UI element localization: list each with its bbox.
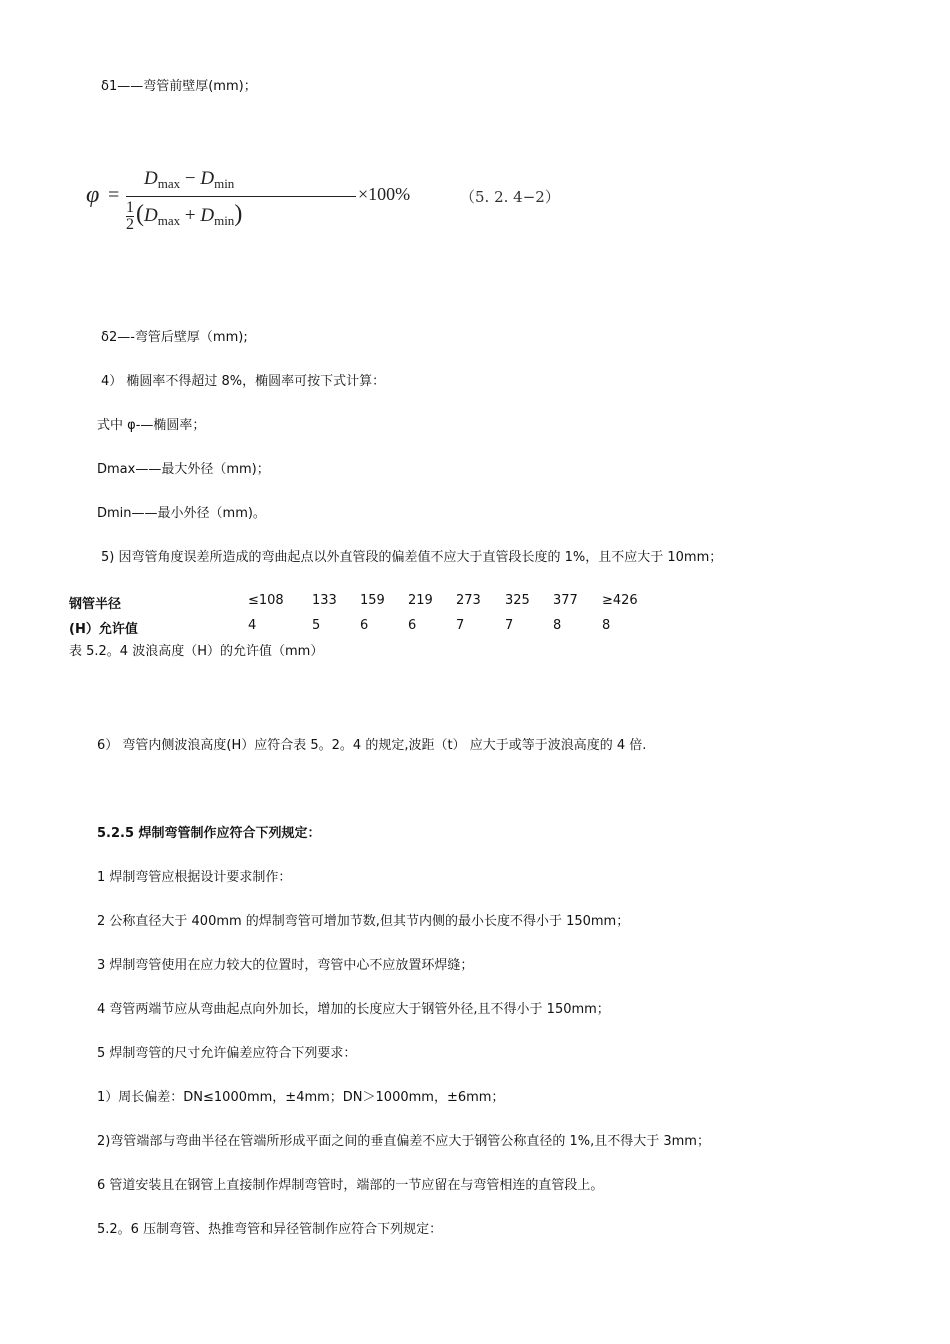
ellipticity-formula [86,160,411,255]
text-line-item5: 5) 因弯管角度误差所造成的弯曲起点以外直管段的偏差值不应大于直管段长度的 1%，且不应大于 10mm； [101,550,723,565]
text-line-p8: 6 管道安装且在钢管上直接制作焊制弯管时，端部的一节应留在与弯管相连的直管段上。 [97,1178,604,1193]
table-value-cell: 8 [602,618,611,633]
text-line-p1: 1 焊制弯管应根据设计要求制作： [97,870,292,885]
formula-denominator: $\frac{1}{2}$ $(D_{max} + D_{min})$ [126,199,243,233]
table-header-cell: 273 [456,593,481,608]
table-header-cell: ≥426 [602,593,638,608]
text-line-ellipticity: 4） 椭圆率不得超过 8%，椭圆率可按下式计算： [101,374,386,389]
table-value-cell: 5 [312,618,321,633]
formula-numerator: $D_{max} - D_{min}$ [144,168,235,191]
text-line-dmin: Dmin——最小外径（mm)。 [97,506,266,521]
table-value-cell: 7 [505,618,514,633]
table-header-cell: 377 [553,593,578,608]
wave-height-table [69,593,689,637]
text-line-dmax: Dmax——最大外径（mm)； [97,462,270,477]
table-header-cell: 133 [312,593,337,608]
formula-times-100-percent: ×100% [358,184,411,204]
text-line-p2: 2 公称直径大于 400mm 的焊制弯管可增加节数,但其节内侧的最小长度不得小于 150mm； [97,914,630,929]
table-value-cell: 7 [456,618,465,633]
table-value-cell: 4 [248,618,257,633]
formula-fraction-bar [126,196,356,197]
table-value-cell: 8 [553,618,562,633]
formula-phi: φ [86,182,100,208]
table-header-cell: ≤108 [248,593,284,608]
section-heading-5-2-6: 5.2。6 压制弯管、热推弯管和异径管制作应符合下列规定： [97,1222,443,1237]
table-value-cell: 6 [360,618,369,633]
text-line-p3: 3 焊制弯管使用在应力较大的位置时，弯管中心不应放置环焊缝； [97,958,474,973]
text-line-p7: 2)弯管端部与弯曲半径在管端所形成平面之间的垂直偏差不应大于钢管公称直径的 1%,且不得大于 3mm； [97,1134,710,1149]
table-row2-label: (H）允许值 [69,622,138,637]
table-row1-label: 钢管半径 [69,597,122,612]
table-caption: 表 5.2。4 波浪高度（H）的允许值（mm） [69,644,324,659]
text-line-p4: 4 弯管两端节应从弯曲起点向外加长，增加的长度应大于钢管外径,且不得小于 150mm； [97,1002,610,1017]
text-line-delta1: δ1——弯管前壁厚(mm)； [101,79,257,94]
formula-equals: = [108,184,120,206]
text-line-item6: 6） 弯管内侧波浪高度(H）应符合表 5。2。4 的规定,波距（t） 应大于或等于波浪高度的 4 倍. [97,738,647,753]
text-line-delta2: δ2—-弯管后壁厚（mm); [101,330,248,345]
table-header-cell: 159 [360,593,385,608]
table-header-cell: 325 [505,593,530,608]
text-line-p5: 5 焊制弯管的尺寸允许偏差应符合下列要求： [97,1046,357,1061]
table-header-cell: 219 [408,593,433,608]
table-value-cell: 6 [408,618,417,633]
section-heading-5-2-5: 5.2.5 焊制弯管制作应符合下列规定： [97,826,321,841]
text-line-p6: 1）周长偏差：DN≤1000mm，±4mm；DN＞1000mm，±6mm； [97,1090,505,1105]
text-line-phi-def: 式中 φ-—椭圆率； [97,418,206,433]
formula-number: （5. 2. 4−2） [460,188,560,206]
